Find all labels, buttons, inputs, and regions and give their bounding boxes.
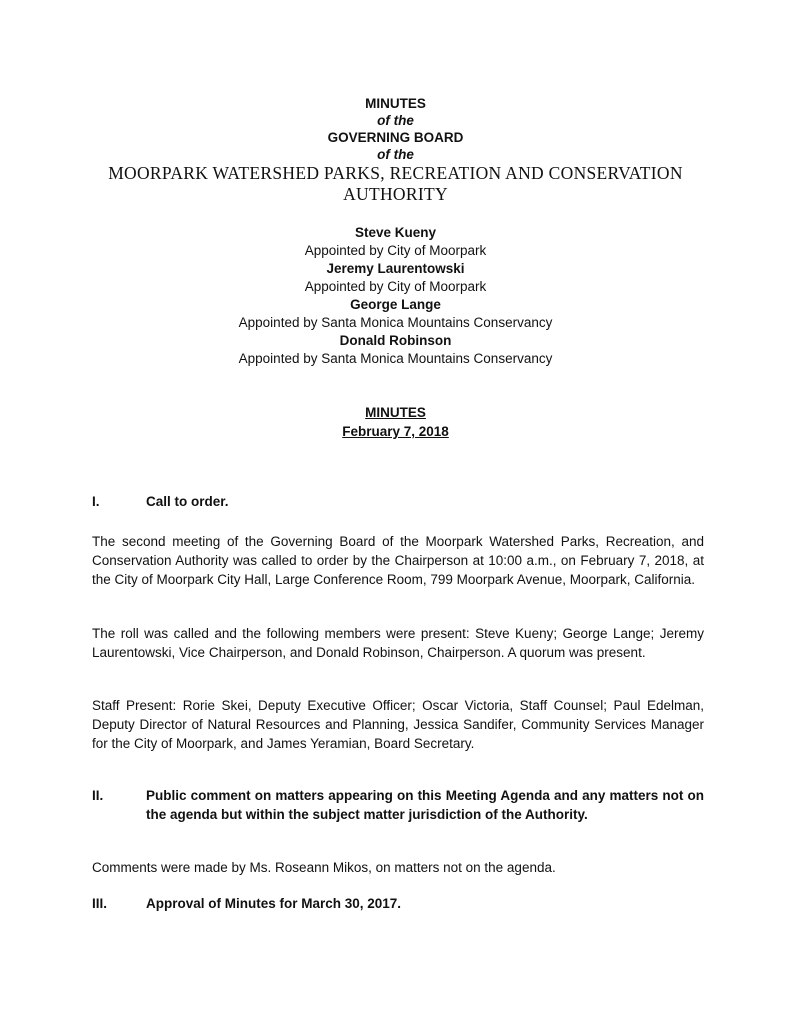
section-heading-1 <box>92 492 704 511</box>
staff-present-paragraph: Staff Present: Rorie Skei, Deputy Executive Officer; Oscar Victoria, Staff Counsel; Paul Edelman, Deputy Director of Natural Resources and Planning, Jessica Sandifer, Community Services Manager for the City of Moorpark, and James Yeramian, Board Secretary. <box>92 698 704 751</box>
board-name: GOVERNING BOARD <box>327 130 464 145</box>
minutes-label: MINUTES <box>365 405 426 420</box>
member-name: Donald Robinson <box>339 333 452 348</box>
member-appointment: Appointed by Santa Monica Mountains Conservancy <box>238 315 553 330</box>
doc-title: MINUTES <box>365 96 426 111</box>
section-heading-2 <box>92 786 704 824</box>
member-name: Jeremy Laurentowski <box>326 261 465 276</box>
member-appointment: Appointed by Santa Monica Mountains Conservancy <box>238 351 553 366</box>
of-the-2: of the <box>377 147 414 162</box>
org-name-line1: MOORPARK WATERSHED PARKS, RECREATION AND CONSERVATION <box>108 163 683 183</box>
member-appointment: Appointed by City of Moorpark <box>304 279 487 294</box>
member-name: Steve Kueny <box>354 225 437 240</box>
section-number: III. <box>92 896 108 911</box>
section-number: I. <box>92 494 100 509</box>
section-title: Public comment on matters appearing on this Meeting Agenda and any matters not on the agenda but within the subject matter jurisdiction of the Authority. <box>146 788 704 822</box>
section-title: Call to order. <box>146 494 229 509</box>
section-number: II. <box>92 788 104 803</box>
org-name-line2: AUTHORITY <box>343 184 448 204</box>
section-title: Approval of Minutes for March 30, 2017. <box>146 896 402 911</box>
public-comment-paragraph: Comments were made by Ms. Roseann Mikos, on matters not on the agenda. <box>92 860 556 875</box>
member-name: George Lange <box>350 297 441 312</box>
of-the-1: of the <box>377 113 414 128</box>
roll-call-paragraph: The roll was called and the following members were present: Steve Kueny; George Lange; Jeremy Laurentowski, Vice Chairperson, and Donald Robinson, Chairperson. A quorum was present. <box>92 626 704 660</box>
section-heading-3 <box>92 894 704 913</box>
meeting-date: February 7, 2018 <box>342 424 449 439</box>
call-to-order-paragraph: The second meeting of the Governing Board of the Moorpark Watershed Parks, Recreation, and Conservation Authority was called to order by the Chairperson at 10:00 a.m., on February 7, 2018, at the City of Moorpark City Hall, Large Conference Room, 799 Moorpark Avenue, Moorpark, California. <box>92 534 704 587</box>
member-appointment: Appointed by City of Moorpark <box>304 243 487 258</box>
